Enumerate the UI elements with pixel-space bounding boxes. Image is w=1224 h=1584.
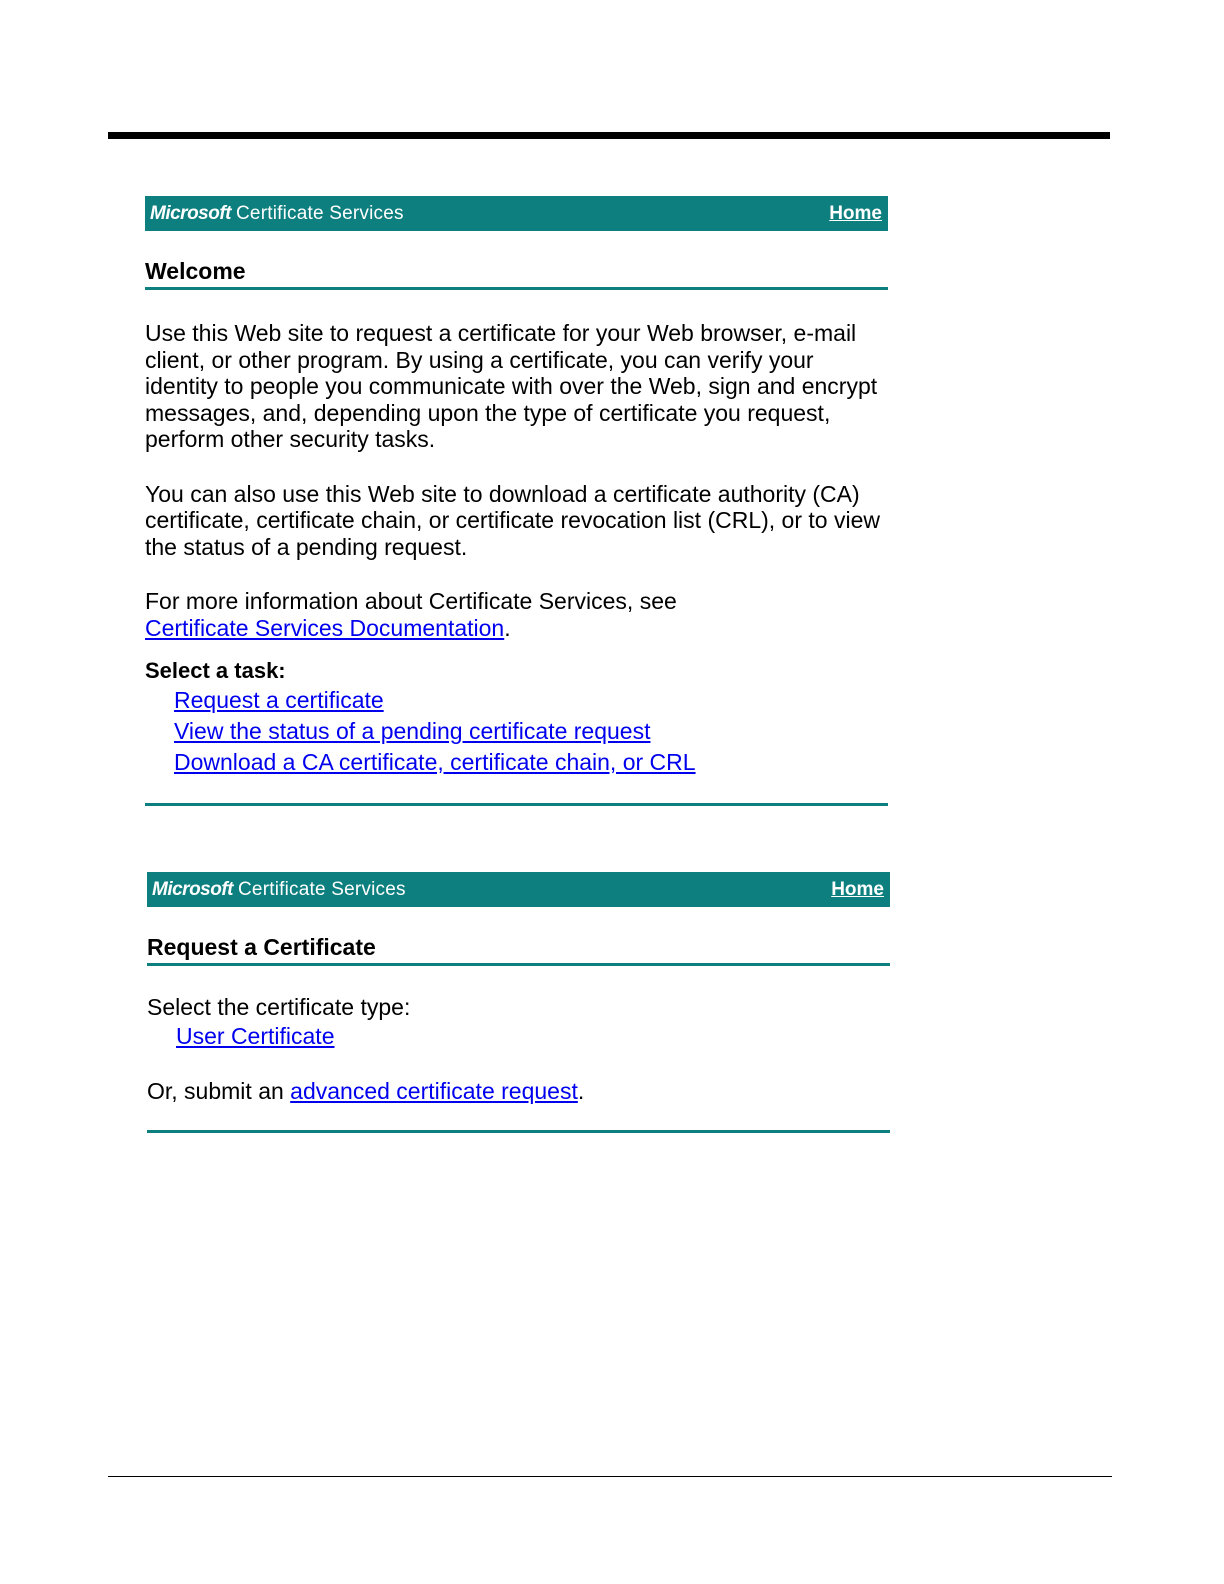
page-bottom-rule bbox=[108, 1476, 1112, 1477]
cert-type-list bbox=[147, 1021, 890, 1052]
info-text: For more information about Certificate Services, see bbox=[145, 588, 677, 614]
advanced-request-link[interactable]: advanced certificate request bbox=[290, 1077, 578, 1104]
page-top-rule bbox=[108, 132, 1110, 139]
advanced-prefix: Or, submit an bbox=[147, 1077, 284, 1104]
product-name: Certificate Services bbox=[238, 878, 406, 900]
list-item bbox=[176, 1021, 890, 1052]
view-pending-status-link[interactable]: View the status of a pending certificate request bbox=[174, 718, 651, 744]
request-certificate-link[interactable]: Request a certificate bbox=[174, 687, 384, 713]
microsoft-logo: Microsoft bbox=[152, 878, 233, 900]
section-divider bbox=[147, 1130, 890, 1133]
advanced-request-paragraph bbox=[147, 1078, 890, 1105]
banner bbox=[145, 196, 888, 231]
intro-paragraph: Use this Web site to request a certificate for your Web browser, e-mail client, or other program. By using a certificate, you can verify your identity to people you communicate with over the Web, sign and encrypt messages, and, depending upon the type of certificate you request, perform other security tasks. bbox=[145, 320, 878, 452]
banner-title bbox=[150, 203, 404, 225]
info-paragraph bbox=[145, 588, 888, 641]
download-paragraph: You can also use this Web site to download a certificate authority (CA) certificate, certificate chain, or certificate revocation list (CRL), or to view the status of a pending request. bbox=[145, 480, 880, 560]
page-title: Request a Certificate bbox=[147, 907, 890, 966]
download-ca-certificate-link[interactable]: Download a CA certificate, certificate chain, or CRL bbox=[174, 749, 696, 775]
task-heading: Select a task: bbox=[145, 658, 286, 683]
task-list bbox=[145, 685, 888, 778]
product-name: Certificate Services bbox=[236, 202, 404, 224]
list-item bbox=[174, 716, 888, 747]
advanced-suffix: . bbox=[577, 1077, 585, 1104]
welcome-panel bbox=[145, 196, 888, 806]
home-link[interactable]: Home bbox=[831, 878, 884, 900]
banner-title bbox=[152, 879, 406, 901]
list-item bbox=[174, 685, 888, 716]
home-link[interactable]: Home bbox=[829, 202, 882, 224]
documentation-link[interactable]: Certificate Services Documentation bbox=[145, 614, 505, 641]
section-divider bbox=[145, 803, 888, 806]
banner bbox=[147, 872, 890, 907]
user-certificate-link[interactable]: User Certificate bbox=[176, 1022, 335, 1049]
page-title: Welcome bbox=[145, 231, 888, 290]
info-suffix: . bbox=[504, 614, 511, 641]
list-item bbox=[174, 747, 888, 778]
microsoft-logo: Microsoft bbox=[150, 202, 231, 224]
request-panel bbox=[147, 872, 890, 1133]
select-type-text: Select the certificate type: bbox=[147, 994, 411, 1020]
